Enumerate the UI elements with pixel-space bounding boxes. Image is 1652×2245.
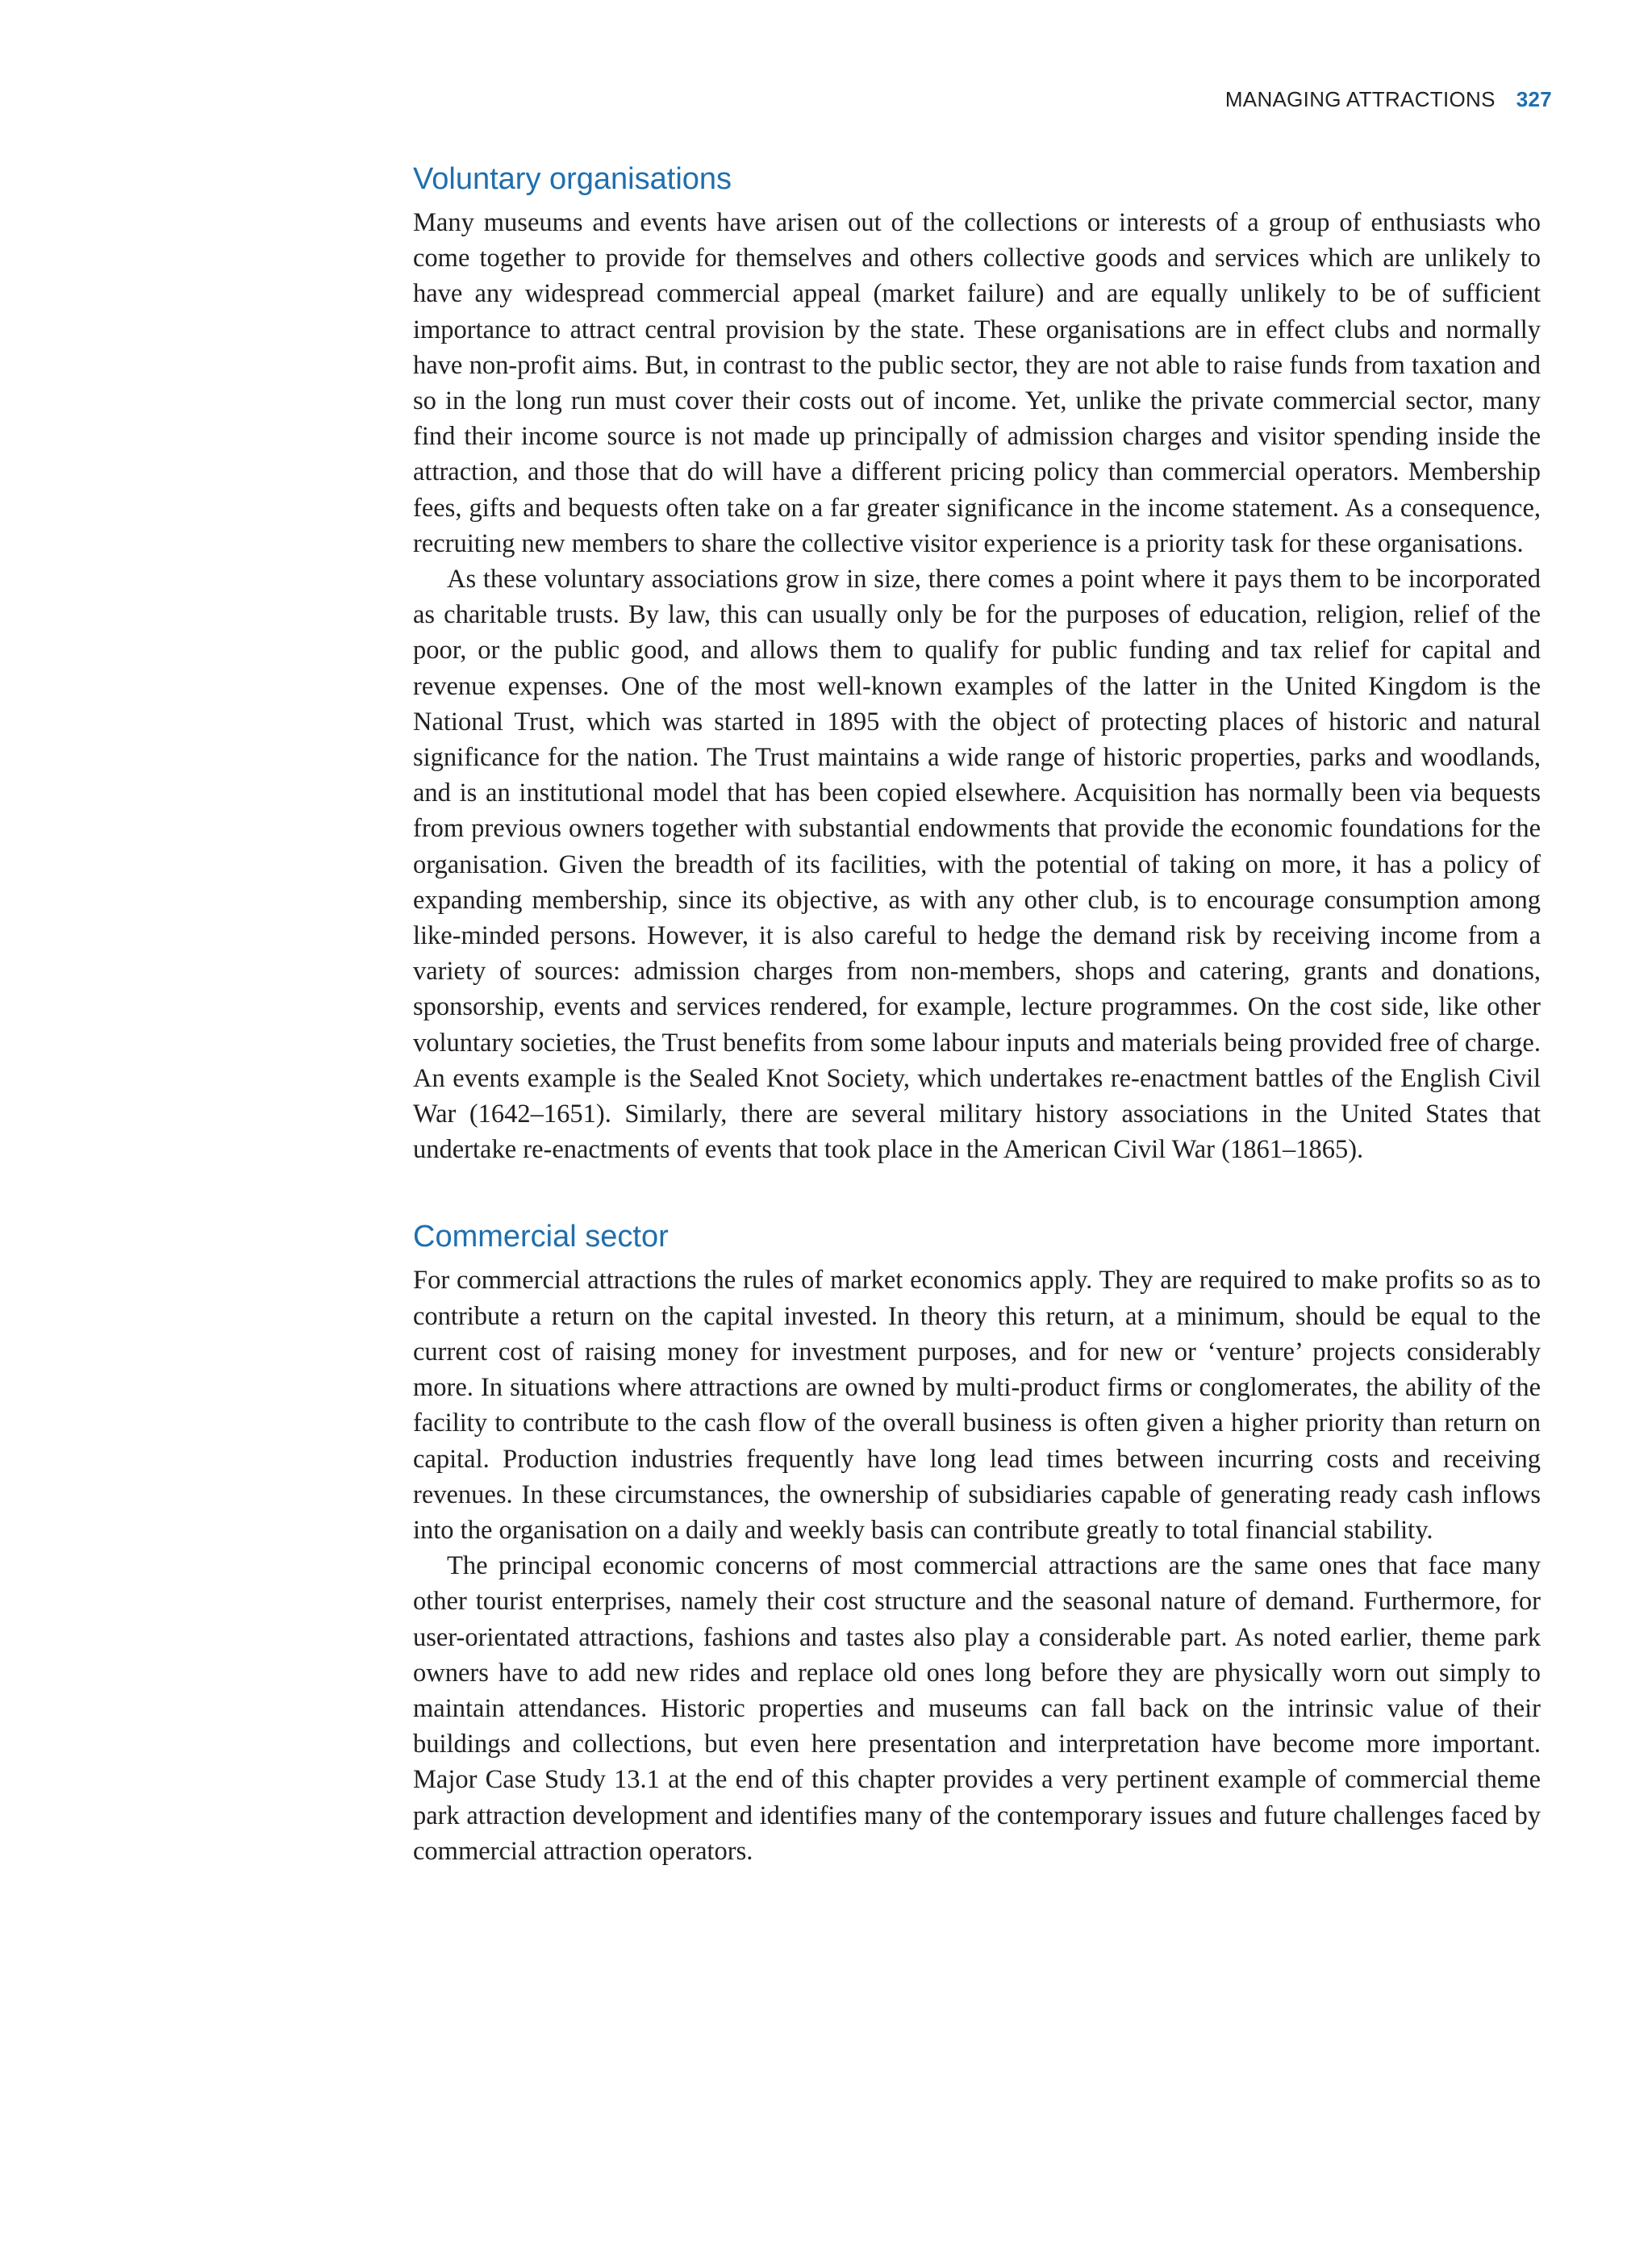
section-heading: Voluntary organisations — [413, 162, 732, 196]
body-paragraph: For commercial attractions the rules of market economics apply. They are required to make profits so as to contribute a return on the capital invested. In theory this return, at a minimum, should be equal to the current cost of raising money for investment purposes, and for new or ‘venture’ projects considerably more. In situations where attractions are owned by multi-product firms or conglomerates, the ability of the facility to contribute to the cash flow of the overall business is often given a higher priority than return on capital. Production industries frequently have long lead times between incurring costs and receiving revenues. In these circumstances, the ownership of subsidiaries capable of generating ready cash inflows into the organisation on a daily and weekly basis can contribute greatly to total financial stability. — [413, 1266, 1541, 1545]
body-paragraph: The principal economic concerns of most commercial attractions are the same ones that face many other tourist enterprises, namely their cost structure and the seasonal nature of demand. Furthermore, for user-orientated attractions, fashions and tastes also play a considerable part. As noted earlier, theme park owners have to add new rides and replace old ones long before they are physically worn out simply to maintain attendances. Historic properties and museums can fall back on the intrinsic value of their buildings and collections, but even here presentation and interpretation have become more important. Major Case Study 13.1 at the end of this chapter provides a very pertinent example of commercial theme park attraction development and identifies many of the contemporary issues and future challenges faced by commercial attraction operators. — [413, 1551, 1541, 1866]
section-commercial-sector — [413, 1217, 1541, 1868]
running-head — [1225, 87, 1552, 112]
body-paragraph: Many museums and events have arisen out of the collections or interests of a group of enthusiasts who come together to provide for themselves and others collective goods and services which are unlikely to have any widespread commercial appeal (market failure) and are equally unlikely to be of sufficient importance to attract central provision by the state. These organisations are in effect clubs and normally have non-profit aims. But, in contrast to the public sector, they are not able to raise funds from taxation and so in the long run must cover their costs out of income. Yet, unlike the private commercial sector, many find their income source is not made up principally of admission charges and visitor spending inside the attraction, and those that do will have a different pricing policy than commercial operators. Membership fees, gifts and bequests often take on a far greater significance in the income statement. As a consequence, recruiting new members to share the collective visitor experience is a priority task for these organisations. — [413, 208, 1541, 558]
section-voluntary-organisations — [413, 160, 1541, 1167]
page-body — [413, 160, 1541, 1869]
section-heading: Commercial sector — [413, 1220, 669, 1254]
page-number: 327 — [1516, 87, 1552, 111]
body-paragraph: As these voluntary associations grow in size, there comes a point where it pays them to be incorporated as charitable trusts. By law, this can usually only be for the purposes of education, religion, relief of the poor, or the public good, and allows them to qualify for public funding and tax relief for capital and revenue expenses. One of the most well-known examples of the latter in the United Kingdom is the National Trust, which was started in 1895 with the object of protecting places of historic and natural significance for the nation. The Trust maintains a wide range of historic properties, parks and woodlands, and is an institutional model that has been copied elsewhere. Acquisition has normally been via bequests from previous owners together with substantial endowments that provide the economic foundations for the organisation. Given the breadth of its facilities, with the potential of taking on more, it has a policy of expanding membership, since its objective, as with any other club, is to encourage consumption among like-minded persons. However, it is also careful to hedge the demand risk by receiving income from a variety of sources: admission charges from non-members, shops and catering, grants and donations, sponsorship, events and services rendered, for example, lecture programmes. On the cost side, like other voluntary societies, the Trust benefits from some labour inputs and materials being provided free of charge. An events example is the Sealed Knot Society, which undertakes re-enactment battles of the English Civil War (1642–1651). Similarly, there are several military history associations in the United States that undertake re-enactments of events that took place in the American Civil War (1861–1865). — [413, 565, 1541, 1165]
running-title: MANAGING ATTRACTIONS — [1224, 87, 1496, 111]
